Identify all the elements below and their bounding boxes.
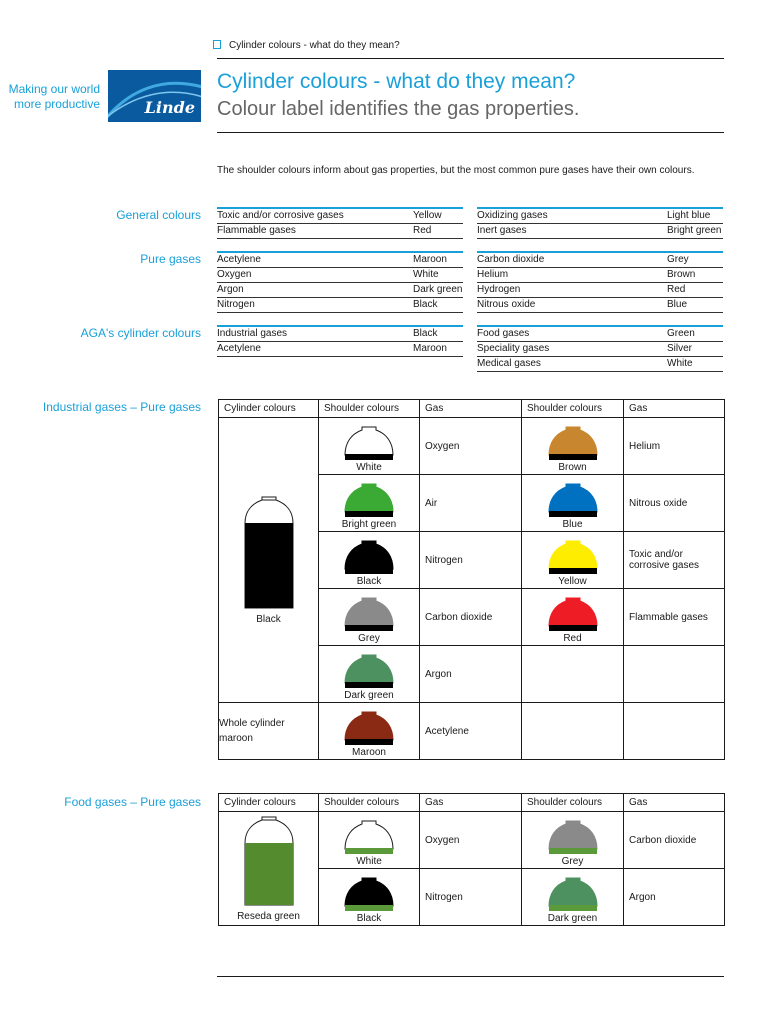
key-colour: Silver — [667, 343, 693, 354]
column-header: Shoulder colours — [319, 794, 420, 812]
key-gas: Industrial gases — [217, 328, 288, 339]
gas-cell — [624, 532, 725, 589]
cylinder-shoulder-icon — [343, 423, 395, 461]
key-row — [477, 268, 723, 283]
shoulder-cell — [522, 646, 624, 703]
key-right-column — [477, 251, 723, 313]
shoulder-colour-label: Bright green — [341, 518, 397, 530]
column-header: Shoulder colours — [319, 400, 420, 418]
gas-cell — [624, 418, 725, 475]
cylinder-colour-label: Reseda green — [237, 911, 300, 922]
shoulder-cell — [522, 812, 624, 869]
shoulder-colour-label: White — [356, 855, 382, 867]
key-gas: Argon — [217, 284, 244, 295]
gas-name: Carbon dioxide — [629, 834, 697, 846]
gas-name: Nitrogen — [425, 891, 463, 903]
cylinder-shoulder-icon — [343, 480, 395, 518]
key-gas: Hydrogen — [477, 284, 521, 295]
key-colour: Maroon — [413, 343, 447, 354]
key-colour: Black — [413, 299, 438, 310]
shoulder-cell — [319, 869, 420, 926]
key-row — [477, 209, 723, 224]
key-colour: Blue — [667, 299, 688, 310]
gas-cell — [624, 812, 725, 869]
key-row — [217, 253, 463, 268]
gas-cell — [420, 475, 522, 532]
cylinder-shoulder-icon — [547, 480, 599, 518]
cylinder-shoulder-icon — [343, 708, 395, 746]
key-gas: Acetylene — [217, 343, 261, 354]
cylinder-shoulder-icon — [343, 651, 395, 689]
intro-text: The shoulder colours inform about gas properties, but the most common pure gases have their own colours. — [217, 165, 695, 176]
shoulder-colour-label: Black — [356, 912, 382, 924]
industrial-section-label: Industrial gases – Pure gases — [42, 400, 201, 414]
gas-name: Flammable gases — [629, 611, 708, 623]
key-row — [477, 342, 723, 357]
footer-rule — [217, 976, 724, 977]
cylinder-shoulder-icon — [547, 874, 599, 912]
gas-cell — [420, 589, 522, 646]
key-row — [217, 327, 463, 342]
gas-name: Acetylene — [425, 725, 469, 737]
key-colour: Red — [667, 284, 686, 295]
cylinder-shoulder-icon — [547, 537, 599, 575]
gas-cell — [420, 703, 522, 760]
gas-cell — [624, 703, 725, 760]
gas-cell — [624, 589, 725, 646]
column-header: Cylinder colours — [219, 400, 319, 418]
key-row — [477, 224, 723, 239]
breadcrumb — [213, 40, 400, 51]
key-colour: Black — [413, 328, 438, 339]
table-header-row — [219, 794, 725, 812]
shoulder-colour-label: Black — [356, 575, 382, 587]
key-left-column — [217, 325, 463, 357]
key-gas: Inert gases — [477, 225, 527, 236]
column-header: Gas — [420, 400, 522, 418]
shoulder-cell — [522, 589, 624, 646]
key-gas: Acetylene — [217, 254, 261, 265]
breadcrumb-text: Cylinder colours - what do they mean? — [229, 40, 400, 51]
key-row — [217, 224, 463, 239]
cylinder-shoulder-icon — [343, 537, 395, 575]
gas-name: Nitrogen — [425, 554, 463, 566]
shoulder-cell — [319, 475, 420, 532]
gas-cell — [420, 646, 522, 703]
key-gas: Oxidizing gases — [477, 210, 548, 221]
key-colour: Grey — [667, 254, 689, 265]
gas-name: Nitrous oxide — [629, 497, 688, 509]
table-row — [219, 418, 725, 475]
food-section-label: Food gases – Pure gases — [64, 795, 201, 809]
gas-name: Air — [425, 497, 438, 509]
table-header-row — [219, 400, 725, 418]
key-gas: Food gases — [477, 328, 530, 339]
title-rule — [217, 132, 724, 133]
key-row — [477, 357, 723, 372]
cylinder-shoulder-icon — [547, 594, 599, 632]
gas-name: Oxygen — [425, 834, 460, 846]
key-gas: Oxygen — [217, 269, 252, 280]
shoulder-cell — [522, 869, 624, 926]
gas-cell — [624, 475, 725, 532]
gas-cell — [420, 812, 522, 869]
key-gas: Carbon dioxide — [477, 254, 545, 265]
column-header: Gas — [624, 794, 725, 812]
cylinder-icon — [241, 495, 297, 610]
shoulder-colour-label: Maroon — [352, 746, 386, 758]
key-left-column — [217, 207, 463, 239]
shoulder-colour-label: Red — [563, 632, 582, 644]
key-row — [217, 209, 463, 224]
gas-cell — [420, 869, 522, 926]
key-left-column — [217, 251, 463, 313]
gas-name: Carbon dioxide — [425, 611, 493, 623]
gas-name: Argon — [629, 891, 656, 903]
shoulder-colour-label: Yellow — [558, 575, 587, 587]
shoulder-colour-label: Blue — [562, 518, 583, 530]
shoulder-cell — [319, 532, 420, 589]
column-header: Gas — [624, 400, 725, 418]
key-row — [477, 283, 723, 298]
gas-name: Oxygen — [425, 440, 460, 452]
table-row — [219, 703, 725, 760]
page-title: Cylinder colours - what do they mean? — [217, 70, 576, 93]
column-header: Shoulder colours — [522, 794, 624, 812]
gas-name: Argon — [425, 668, 452, 680]
gas-cell — [624, 869, 725, 926]
key-colour: Brown — [667, 269, 696, 280]
table-row — [219, 812, 725, 869]
tagline: Making our world more productive — [8, 82, 100, 111]
cylinder-shoulder-icon — [547, 423, 599, 461]
page-subtitle: Colour label identifies the gas properties. — [217, 98, 580, 120]
shoulder-cell — [319, 646, 420, 703]
shoulder-colour-label: Dark green — [344, 689, 394, 701]
key-colour: Maroon — [413, 254, 447, 265]
shoulder-colour-label: Dark green — [547, 912, 598, 924]
key-gas: Speciality gases — [477, 343, 550, 354]
key-section-label: Pure gases — [140, 252, 201, 266]
column-header: Gas — [420, 794, 522, 812]
industrial-gases-table — [218, 399, 725, 760]
gas-cell — [420, 532, 522, 589]
key-row — [217, 268, 463, 283]
cylinder-colour-label: Black — [256, 614, 281, 625]
key-row — [217, 283, 463, 298]
key-gas: Medical gases — [477, 358, 541, 369]
shoulder-colour-label: Grey — [561, 855, 584, 867]
key-section-label: AGA's cylinder colours — [80, 326, 201, 340]
cylinder-shoulder-icon — [343, 817, 395, 855]
food-gases-table — [218, 793, 725, 926]
cylinder-cell — [219, 418, 319, 703]
key-colour: Green — [667, 328, 695, 339]
key-colour: White — [413, 269, 439, 280]
linde-logo — [108, 70, 201, 122]
key-right-column — [477, 325, 723, 372]
gas-cell — [420, 418, 522, 475]
bookmark-icon — [213, 40, 221, 49]
whole-cylinder-label: Whole cylinder maroon — [219, 703, 319, 760]
shoulder-colour-label: White — [356, 461, 382, 473]
gas-cell — [624, 646, 725, 703]
shoulder-cell — [319, 418, 420, 475]
key-row — [217, 298, 463, 313]
key-row — [217, 342, 463, 357]
key-gas: Toxic and/or corrosive gases — [217, 210, 344, 221]
shoulder-cell — [522, 475, 624, 532]
shoulder-cell — [319, 589, 420, 646]
cylinder-shoulder-icon — [343, 874, 395, 912]
key-right-column — [477, 207, 723, 239]
gas-name: Toxic and/or corrosive gases — [629, 549, 700, 571]
key-section-label: General colours — [116, 208, 201, 222]
key-row — [477, 327, 723, 342]
key-colour: Red — [413, 225, 432, 236]
gas-name: Helium — [629, 440, 661, 452]
key-gas: Helium — [477, 269, 509, 280]
key-colour: Yellow — [413, 210, 442, 221]
shoulder-cell — [522, 532, 624, 589]
key-gas: Flammable gases — [217, 225, 296, 236]
shoulder-cell — [319, 812, 420, 869]
shoulder-cell — [319, 703, 420, 760]
logo-text: Linde — [144, 98, 195, 117]
column-header: Cylinder colours — [219, 794, 319, 812]
key-gas: Nitrogen — [217, 299, 255, 310]
shoulder-cell — [522, 703, 624, 760]
key-row — [477, 298, 723, 313]
cylinder-shoulder-icon — [547, 817, 599, 855]
key-colour: Light blue — [667, 210, 711, 221]
key-colour: Bright green — [667, 225, 722, 236]
key-gas: Nitrous oxide — [477, 299, 536, 310]
key-colour: White — [667, 358, 693, 369]
key-colour: Dark green — [413, 284, 463, 295]
cylinder-icon — [241, 815, 297, 907]
shoulder-cell — [522, 418, 624, 475]
cylinder-cell — [219, 812, 319, 926]
key-row — [477, 253, 723, 268]
shoulder-colour-label: Brown — [558, 461, 587, 473]
cylinder-shoulder-icon — [343, 594, 395, 632]
header-rule — [217, 58, 724, 59]
column-header: Shoulder colours — [522, 400, 624, 418]
shoulder-colour-label: Grey — [358, 632, 380, 644]
